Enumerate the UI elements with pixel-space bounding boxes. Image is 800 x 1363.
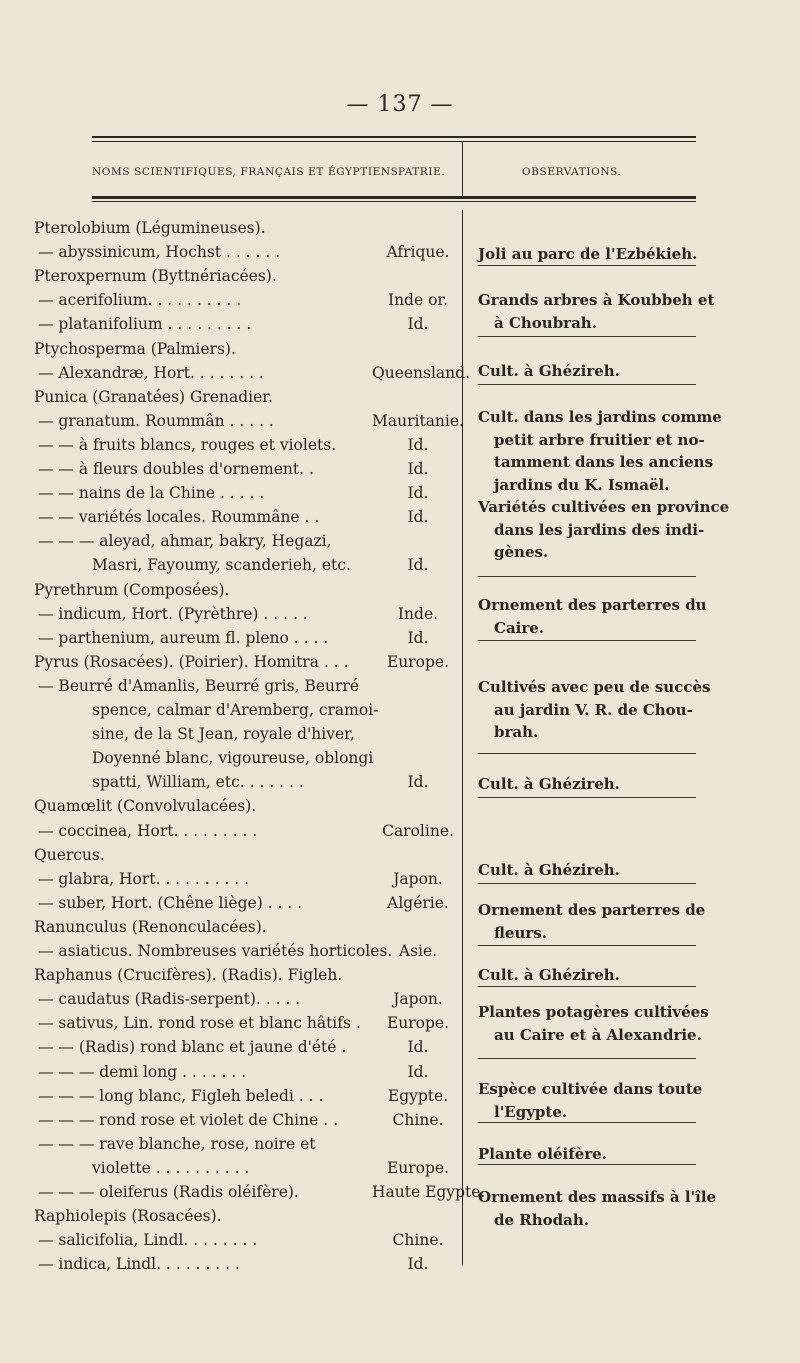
entry-row — [34, 578, 464, 602]
entry-name: Pteroxpernum (Byttnériacées). — [34, 267, 277, 286]
entry-row — [34, 819, 464, 843]
observation-line: Plantes potagères cultivées — [478, 1003, 709, 1021]
entry-name: — abyssinicum, Hochst . . . . . . — [38, 243, 281, 262]
observation-block — [478, 859, 704, 882]
observation-separator — [478, 1058, 696, 1059]
observation-separator — [478, 1164, 696, 1165]
entry-patria: Id. — [407, 1255, 429, 1274]
entry-patria: Mauritanie. — [372, 411, 464, 430]
observation-line: Plante oléifère. — [478, 1145, 607, 1163]
entry-patria: Europe. — [386, 1158, 450, 1177]
observation-block — [478, 406, 730, 564]
entry-patria: Europe. — [386, 1014, 450, 1033]
entry-row — [34, 867, 464, 891]
entry-name: spatti, William, etc. . . . . . . — [92, 773, 304, 792]
observation-line: dans les jardins des indi- — [494, 520, 705, 539]
observation-separator — [478, 945, 696, 946]
entry-row — [34, 288, 464, 312]
entry-patria: Id. — [407, 1062, 429, 1081]
observation-block — [478, 676, 711, 744]
header-rule-top — [92, 136, 696, 138]
observation-line: Espèce cultivée dans toute — [478, 1080, 703, 1098]
entry-name: — — — rond rose et violet de Chine . . — [38, 1110, 338, 1129]
entry-row — [34, 1228, 464, 1252]
entry-name: — glabra, Hort. . . . . . . . . . — [38, 869, 250, 888]
entry-row — [34, 1204, 464, 1228]
observation-line: au Caire et à Alexandrie. — [494, 1025, 702, 1044]
observation-block — [478, 289, 715, 334]
entry-patria: Algérie. — [387, 893, 449, 912]
entry-name: Doyenné blanc, vigoureuse, oblongi — [92, 749, 374, 768]
entry-name: Masri, Fayoumy, scanderieh, etc. — [92, 556, 351, 575]
observation-line: Cult. à Ghézireh. — [478, 775, 620, 793]
observation-block — [478, 1143, 704, 1166]
entry-name: — suber, Hort. (Chêne liège) . . . . — [38, 893, 303, 912]
entry-name: Punica (Granatées) Grenadier. — [34, 387, 273, 406]
observation-line: fleurs. — [494, 923, 547, 942]
entry-row — [34, 1156, 464, 1180]
observation-line: l'Egypte. — [494, 1102, 568, 1121]
header-rule-bottom-thin — [92, 201, 696, 202]
entry-patria: Id. — [407, 460, 429, 478]
entry-patria: Id. — [407, 315, 429, 334]
entry-row — [34, 1252, 464, 1276]
entry-row — [34, 987, 464, 1011]
observation-block — [478, 243, 704, 266]
entry-row — [34, 312, 464, 336]
entry-name: — — à fleurs doubles d'ornement. . — [38, 460, 314, 478]
observation-block — [478, 964, 704, 987]
entry-patria: Caroline. — [382, 821, 454, 840]
entry-row — [34, 264, 464, 288]
entry-name: Pterolobium (Légumineuses). — [34, 219, 266, 237]
observation-separator — [478, 1122, 696, 1123]
entry-name: — indicum, Hort. (Pyrèthre) . . . . . — [38, 604, 308, 623]
observation-line: Grands arbres à Koubbeh et — [478, 291, 715, 309]
observation-block — [478, 360, 704, 383]
observation-separator — [478, 753, 696, 754]
observation-block — [478, 773, 704, 796]
entry-row — [34, 385, 464, 409]
entry-row — [34, 481, 464, 505]
entry-name: — — — rave blanche, rose, noire et — [38, 1134, 316, 1153]
entry-row — [34, 843, 464, 867]
header-observations: OBSERVATIONS. — [522, 166, 622, 178]
entry-name: Pyrus (Rosacées). (Poirier). Homitra . . . — [34, 652, 349, 671]
entry-patria: Id. — [407, 1038, 429, 1057]
entry-name: Pyrethrum (Composées). — [34, 580, 230, 599]
observation-line: à Choubrah. — [494, 313, 597, 332]
observation-line: gènes. — [494, 543, 549, 561]
entry-name: — acerifolium. . . . . . . . . . — [38, 291, 242, 310]
entry-name: — parthenium, aureum fl. pleno . . . . — [38, 628, 329, 647]
entry-row — [34, 746, 464, 770]
entry-name: violette . . . . . . . . . . — [92, 1158, 250, 1177]
entry-row — [34, 505, 464, 529]
entry-row — [34, 1132, 464, 1156]
entry-row — [34, 915, 464, 939]
entry-row — [34, 433, 464, 457]
entry-row — [34, 409, 464, 433]
header-rule-top-thin — [92, 141, 696, 142]
entry-name: — granatum. Roummân . . . . . — [38, 411, 274, 430]
entry-row — [34, 722, 464, 746]
observation-separator — [478, 640, 696, 641]
entry-row — [34, 361, 471, 385]
entry-patria: Europe. — [386, 652, 450, 671]
entry-name: — — — demi long . . . . . . . — [38, 1062, 247, 1081]
entry-name: — Alexandræ, Hort. . . . . . . . — [38, 363, 264, 382]
entry-patria: Asie. — [398, 942, 438, 960]
entry-name: Ranunculus (Renonculacées). — [34, 917, 267, 936]
entry-name: — — (Radis) rond blanc et jaune d'été . — [38, 1038, 347, 1057]
entry-name: — — — aleyad, ahmar, bakry, Hegazi, — [38, 532, 332, 551]
observation-line: au jardin V. R. de Chou- — [494, 700, 693, 719]
entry-row — [34, 1180, 486, 1204]
entry-patria: Id. — [407, 628, 429, 647]
observation-separator — [478, 336, 696, 337]
header-patria: PATRIE. — [398, 166, 446, 178]
entry-patria: Egypte. — [387, 1086, 449, 1105]
entry-row — [34, 674, 464, 698]
entry-patria: Haute Egypte. — [372, 1183, 486, 1201]
entry-row — [34, 457, 464, 481]
entry-name: Raphanus (Crucifères). (Radis). Figleh. — [34, 966, 343, 985]
entry-name: — — nains de la Chine . . . . . — [38, 484, 265, 503]
entry-row — [34, 1011, 464, 1035]
entry-row — [34, 698, 464, 722]
observation-line: petit arbre fruitier et no- — [494, 430, 705, 449]
observation-block — [478, 1001, 709, 1046]
entry-name: — — à fruits blancs, rouges et violets. — [38, 435, 337, 454]
observation-line: Cult. à Ghézireh. — [478, 861, 620, 879]
entry-patria: Chine. — [392, 1110, 444, 1129]
entry-row — [34, 529, 464, 553]
entry-row — [34, 1060, 464, 1084]
entry-name: — — — oleiferus (Radis oléifère). — [38, 1183, 299, 1201]
observation-block — [478, 1186, 717, 1231]
observation-separator — [478, 883, 696, 884]
observation-block — [478, 899, 704, 944]
observation-separator — [478, 265, 696, 266]
entry-name: — — — long blanc, Figleh beledi . . . — [38, 1086, 324, 1105]
observation-separator — [478, 986, 696, 987]
entry-name: — asiaticus. Nombreuses variétés horticoles. — [38, 942, 393, 960]
entry-patria: Japon. — [393, 990, 443, 1009]
observation-line: Caire. — [494, 618, 545, 637]
entry-name: — indica, Lindl. . . . . . . . . — [38, 1255, 240, 1274]
entry-patria: Inde or. — [387, 291, 449, 310]
entry-name: — Beurré d'Amanlis, Beurré gris, Beurré — [38, 676, 360, 695]
observation-line: Cultivés avec peu de succès — [478, 678, 711, 696]
entry-row — [34, 553, 464, 577]
entry-patria: Id. — [407, 508, 429, 527]
entry-patria: Afrique. — [386, 243, 450, 262]
entry-row — [34, 770, 464, 794]
entry-row — [34, 1084, 464, 1108]
entry-name: spence, calmar d'Aremberg, cramoi- — [92, 701, 379, 719]
observation-line: Ornement des parterres de — [478, 901, 706, 919]
entry-row — [34, 650, 464, 674]
observation-line: Ornement des massifs à l'île — [478, 1188, 717, 1206]
entry-patria: Id. — [407, 484, 429, 503]
entry-row — [34, 794, 464, 818]
observation-line: brah. — [494, 723, 539, 741]
entry-row — [34, 1108, 464, 1132]
entry-name: sine, de la St Jean, royale d'hiver, — [92, 725, 355, 744]
observation-line: Variétés cultivées en province — [478, 498, 730, 516]
observation-block — [478, 1078, 704, 1123]
observation-line: Ornement des parterres du — [478, 596, 707, 614]
entry-name: — coccinea, Hort. . . . . . . . . — [38, 821, 258, 840]
header-rule-bottom — [92, 196, 696, 199]
entry-row — [34, 1035, 464, 1059]
observation-line: tamment dans les anciens — [494, 453, 714, 471]
observation-line: Joli au parc de l'Ezbékieh. — [478, 245, 698, 263]
observation-separator — [478, 576, 696, 577]
entry-patria: Inde. — [397, 604, 439, 623]
entry-name: — — variétés locales. Roummâne . . — [38, 508, 320, 527]
entry-name: Raphiolepis (Rosacées). — [34, 1207, 222, 1226]
entry-row — [34, 891, 464, 915]
entry-patria: Id. — [407, 435, 429, 454]
entry-name: — platanifolium . . . . . . . . . — [38, 315, 252, 334]
entry-patria: Queensland. — [372, 363, 471, 382]
observation-line: Cult. à Ghézireh. — [478, 362, 620, 380]
column-divider-header — [462, 142, 463, 196]
entry-row — [34, 963, 464, 987]
page-number: — 137 — — [346, 92, 454, 117]
entry-patria: Id. — [407, 773, 429, 792]
entry-name: Ptychosperma (Palmiers). — [34, 339, 236, 358]
observation-line: Cult. à Ghézireh. — [478, 966, 620, 984]
observation-line: Cult. dans les jardins comme — [478, 408, 722, 426]
observation-separator — [478, 797, 696, 798]
observation-separator — [478, 384, 696, 385]
entry-name: — salicifolia, Lindl. . . . . . . . — [38, 1231, 258, 1250]
entry-row — [34, 240, 464, 264]
observation-block — [478, 594, 707, 639]
entry-name: — sativus, Lin. rond rose et blanc hâtifs . — [38, 1014, 361, 1033]
observation-line: de Rhodah. — [494, 1210, 589, 1229]
entry-patria: Id. — [407, 556, 429, 575]
entry-row — [34, 626, 464, 650]
entry-row — [34, 216, 464, 240]
header-names: NOMS SCIENTIFIQUES, FRANÇAIS ET ÉGYPTIENS. — [92, 166, 402, 178]
entry-name: Quamœlit (Convolvulacées). — [34, 797, 257, 816]
entry-patria: Chine. — [392, 1231, 444, 1250]
entry-name: — caudatus (Radis-serpent). . . . . — [38, 990, 301, 1009]
entry-row — [34, 602, 464, 626]
entry-row — [34, 939, 464, 963]
observation-line: jardins du K. Ismaël. — [494, 475, 670, 494]
entry-patria: Japon. — [393, 869, 443, 888]
entry-name: Quercus. — [34, 845, 105, 864]
entry-row — [34, 337, 464, 361]
